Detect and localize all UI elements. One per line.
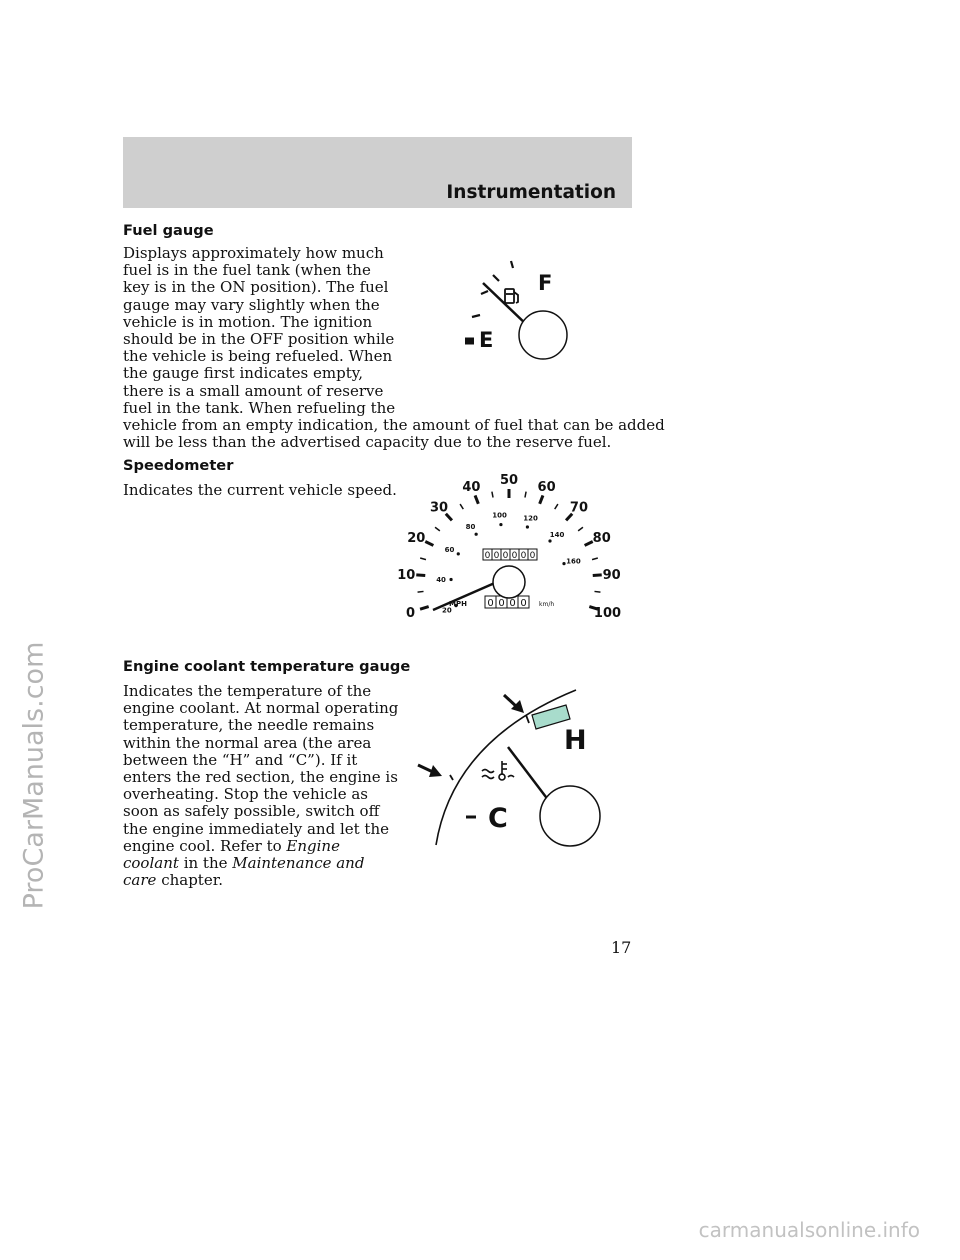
mph-minor-tick (592, 558, 598, 560)
mph-minor-tick (492, 492, 493, 498)
coolant-gauge-figure (408, 685, 623, 855)
kmh-tick-label: 60 (444, 546, 455, 555)
mph-minor-tick (578, 527, 583, 531)
watermark-footer-url: carmanualsonline.info (698, 1218, 920, 1242)
mph-tick-label: 100 (593, 606, 622, 622)
text-line: will be less than the advertised capacity due to the reserve fuel. (123, 433, 612, 452)
kmh-tick-label: 160 (566, 557, 581, 566)
digit-value: 0 (502, 551, 509, 561)
text-line (123, 683, 398, 700)
kmh-tick-label: 80 (465, 522, 476, 531)
text-line: fuel in the tank. When refueling the (123, 398, 396, 417)
fuel-needle-hub (519, 311, 567, 359)
speedometer-figure (397, 473, 625, 626)
mph-tick-label: 60 (537, 480, 556, 496)
digit-value: 0 (529, 551, 536, 561)
text-run: within the normal area (the area (123, 733, 372, 752)
text-line (123, 786, 398, 803)
mph-tick-label: 90 (602, 568, 621, 584)
mph-tick-label: 70 (569, 500, 589, 516)
text-line (123, 717, 398, 734)
text-line (123, 821, 398, 838)
italic-reference: Maintenance and (232, 854, 365, 873)
text-run: overheating. Stop the vehicle as (123, 785, 368, 804)
text-line: there is a small amount of reserve (123, 381, 384, 400)
page-title: Instrumentation (446, 182, 616, 203)
mph-tick (416, 575, 425, 576)
text-line: Displays approximately how much (123, 244, 384, 262)
mph-minor-tick (525, 492, 526, 498)
mph-tick (540, 495, 543, 503)
page-number: 17 (611, 938, 632, 957)
text-line: fuel is in the fuel tank (when the (123, 261, 371, 280)
kmh-tick-label: 20 (442, 606, 452, 615)
fuel-tick (511, 261, 513, 268)
text-run: enters the red section, the engine is (123, 768, 398, 787)
mph-tick (593, 575, 602, 576)
mph-tick-label: 0 (405, 606, 416, 622)
header-bar (123, 137, 632, 208)
digit-value: 0 (511, 551, 518, 561)
mph-minor-tick (420, 558, 426, 560)
kmh-dot (475, 533, 478, 536)
text-run: engine cool. Refer to (123, 836, 282, 855)
text-run: chapter. (161, 871, 223, 890)
digit-value: 0 (509, 598, 516, 609)
text-line: the gauge first indicates empty, (123, 364, 364, 383)
digit-value: 0 (520, 551, 527, 561)
italic-reference: Engine (286, 836, 340, 855)
kmh-tick-label: 40 (436, 576, 446, 585)
coolant-tick (450, 775, 453, 780)
mph-tick-label: 20 (407, 531, 426, 547)
mph-tick (420, 607, 429, 610)
fuel-tick (481, 291, 488, 294)
text-run: engine coolant. At normal operating (123, 699, 399, 718)
text-run: the engine immediately and let the (123, 819, 389, 838)
coolant-gauge-heading: Engine coolant temperature gauge (123, 658, 411, 675)
mph-tick-label: 50 (499, 473, 519, 488)
kmh-unit-label: km/h (539, 601, 555, 608)
mph-minor-tick (460, 504, 463, 509)
watermark-side (14, 560, 54, 1260)
text-line: vehicle from an empty indication, the amount of fuel that can be added (123, 416, 665, 435)
italic-reference: care (123, 871, 157, 890)
mph-tick-label: 10 (397, 568, 416, 584)
fuel-tick (493, 275, 499, 281)
text-line (123, 872, 398, 889)
italic-reference: coolant (123, 854, 179, 873)
coolant-temperature-icon (482, 761, 514, 780)
mph-tick-label: 30 (429, 500, 449, 516)
digit-value: 0 (484, 551, 491, 561)
fuel-gauge-figure (455, 245, 625, 370)
speedometer-needle-hub (493, 566, 525, 598)
mph-tick (425, 542, 433, 546)
digit-value: 0 (487, 598, 494, 609)
coolant-gauge-text (123, 683, 398, 889)
normal-zone-tick (526, 715, 529, 723)
coolant-hot-label: H (564, 725, 587, 756)
text-line: should be in the OFF position while (123, 330, 395, 349)
kmh-tick-label: 120 (523, 514, 538, 523)
text-line (123, 838, 398, 855)
text-run: soon as safely possible, switch off (123, 802, 380, 821)
text-line: vehicle is in motion. The ignition (123, 312, 373, 331)
text-line (123, 735, 398, 752)
text-line (123, 700, 398, 717)
mph-tick-label: 40 (462, 480, 481, 496)
fuel-tick (472, 315, 480, 317)
mph-minor-tick (435, 527, 440, 531)
kmh-tick-label: 100 (492, 511, 507, 520)
speedometer-text (123, 482, 397, 499)
kmh-dot (449, 578, 452, 581)
cold-arrow-icon (418, 765, 442, 777)
speedometer-heading: Speedometer (123, 457, 234, 474)
mph-tick-label: 80 (592, 531, 611, 547)
coolant-needle (508, 747, 552, 805)
coolant-needle-hub (540, 786, 600, 846)
mph-tick (475, 495, 478, 503)
mph-tick (585, 542, 593, 546)
text-run: between the “H” and “C”). If it (123, 750, 358, 769)
odometer (483, 549, 537, 561)
mph-minor-tick (594, 591, 600, 592)
text-line (123, 752, 398, 769)
kmh-dot (457, 552, 460, 555)
hot-arrow-icon (504, 695, 524, 713)
fuel-pump-icon (505, 289, 518, 303)
mph-unit-label: MPH (449, 600, 467, 608)
digit-value: 0 (498, 598, 505, 609)
mph-minor-tick (418, 591, 424, 592)
kmh-dot (526, 525, 529, 528)
text-line (123, 769, 398, 786)
digit-value: 0 (493, 551, 500, 561)
text-line: gauge may vary slightly when the (123, 295, 380, 314)
digit-value: 0 (520, 598, 527, 609)
text-line (123, 855, 398, 872)
kmh-dot (548, 539, 551, 542)
kmh-dot (499, 523, 502, 526)
coolant-cold-label: C (488, 803, 508, 834)
fuel-gauge-heading: Fuel gauge (123, 222, 214, 239)
fuel-empty-label: E (479, 328, 494, 352)
text-run: temperature, the needle remains (123, 716, 375, 735)
text-run: in the (183, 854, 228, 873)
kmh-dot (562, 562, 565, 565)
text-run: Indicates the temperature of the (123, 682, 372, 700)
mph-minor-tick (555, 504, 558, 509)
text-line: the vehicle is being refueled. When (123, 347, 393, 366)
kmh-tick-label: 140 (549, 530, 565, 539)
text-line (123, 803, 398, 820)
watermark-side-text: ProCarManuals.com (18, 641, 50, 910)
text-line: Indicates the current vehicle speed. (123, 481, 397, 499)
text-line: key is in the ON position). The fuel (123, 278, 389, 297)
fuel-full-label: F (538, 271, 553, 295)
